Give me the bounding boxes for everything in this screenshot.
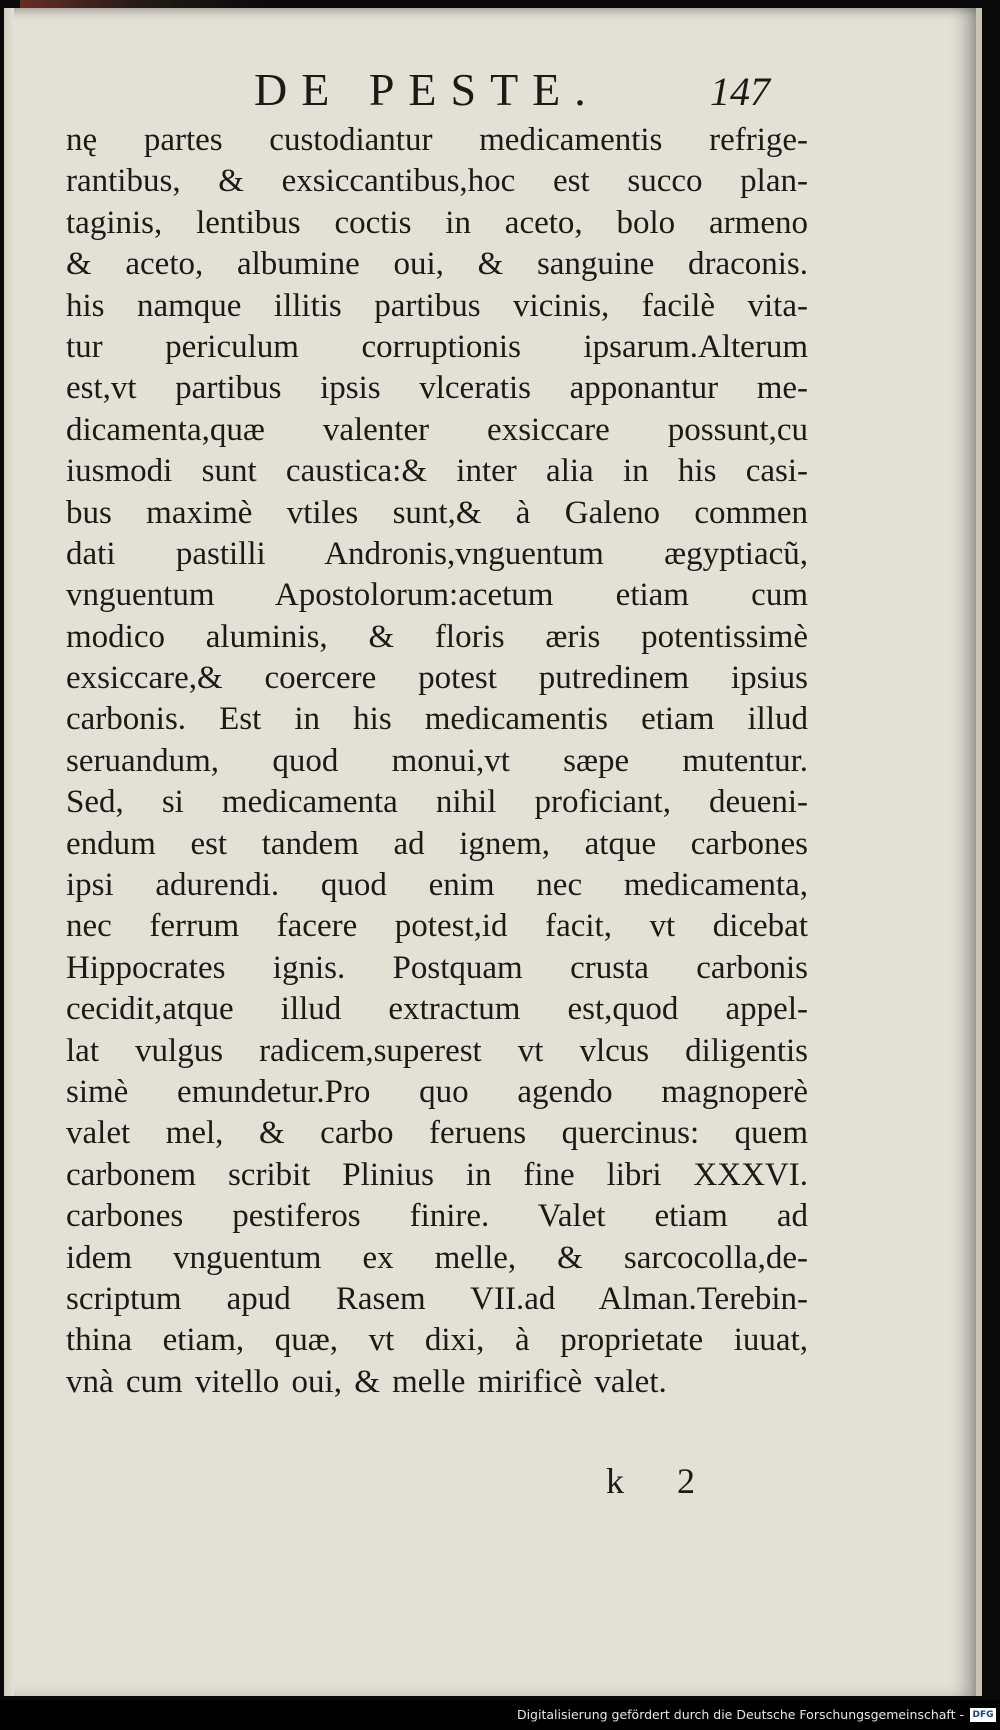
text-line: carbonis. Est in his medicamentis etiam illud	[66, 701, 808, 738]
text-line: iusmodi sunt caustica:& inter alia in his casi-	[66, 453, 808, 490]
text-line: Hippocrates ignis. Postquam crusta carbonis	[66, 949, 808, 986]
funding-credit: Digitalisierung gefördert durch die Deutsche Forschungsgemeinschaft -	[516, 1707, 964, 1722]
text-line: & aceto, albumine oui, & sanguine draconis.	[66, 246, 808, 283]
page-edge	[4, 8, 14, 1696]
running-title: DE PESTE.	[254, 64, 600, 115]
page-number: 147	[710, 69, 770, 114]
text-line: dati pastilli Andronis,vnguentum ægyptiacũ,	[66, 535, 808, 572]
text-line: endum est tandem ad ignem, atque carbones	[66, 825, 808, 862]
text-line: rantibus, & exsiccantibus,hoc est succo plan-	[66, 163, 808, 200]
text-line: vnguentum Apostolorum:acetum etiam cum	[66, 577, 808, 614]
digitization-footer	[0, 1700, 1000, 1730]
text-line: dicamenta,quæ valenter exsiccare possunt,cu	[66, 411, 808, 448]
text-line: exsiccare,& coercere potest putredinem ipsius	[66, 660, 808, 697]
text-line: taginis, lentibus coctis in aceto, bolo armeno	[66, 204, 808, 241]
text-line: modico aluminis, & floris æris potentissimè	[66, 618, 808, 655]
text-line: nę partes custodiantur medicamentis refrige-	[66, 122, 808, 158]
text-line: ipsi adurendi. quod enim nec medicamenta,	[66, 867, 808, 904]
text-line: valet mel, & carbo feruens quercinus: quem	[66, 1115, 808, 1152]
text-line: cecidit,atque illud extractum est,quod appel-	[66, 991, 808, 1028]
text-line: est,vt partibus ipsis vlceratis apponantur me-	[66, 370, 808, 407]
text-line: bus maximè vtiles sunt,& à Galeno commen	[66, 494, 808, 531]
text-line: lat vulgus radicem,superest vt vlcus diligentis	[66, 1032, 808, 1069]
text-line: scriptum apud Rasem VII.ad Alman.Terebin-	[66, 1280, 808, 1317]
signature-mark: k 2	[606, 1461, 717, 1501]
text-line: tur periculum corruptionis ipsarum.Alterum	[66, 328, 808, 365]
text-line: nec ferrum facere potest,id facit, vt dicebat	[66, 908, 808, 945]
text-line: idem vnguentum ex melle, & sarcocolla,de-	[66, 1239, 808, 1276]
text-line: simè emundetur.Pro quo agendo magnoperè	[66, 1073, 808, 1110]
text-line: carbonem scribit Plinius in fine libri XXXVI.	[66, 1156, 808, 1193]
text-line: carbones pestiferos finire. Valet etiam ad	[66, 1198, 808, 1235]
dfg-logo-icon: DFG	[970, 1708, 996, 1722]
text-line: vnà cum vitello oui, & melle mirificè valet.	[66, 1363, 667, 1400]
running-head	[4, 60, 976, 120]
text-line: thina etiam, quæ, vt dixi, à proprietate iuuat,	[66, 1322, 808, 1359]
text-line: seruandum, quod monui,vt sæpe mutentur.	[66, 742, 808, 779]
text-line: his namque illitis partibus vicinis, facilè vita-	[66, 287, 808, 324]
body-text	[66, 120, 808, 1403]
book-page	[4, 8, 982, 1696]
text-line: Sed, si medicamenta nihil proficiant, deueni-	[66, 784, 808, 821]
